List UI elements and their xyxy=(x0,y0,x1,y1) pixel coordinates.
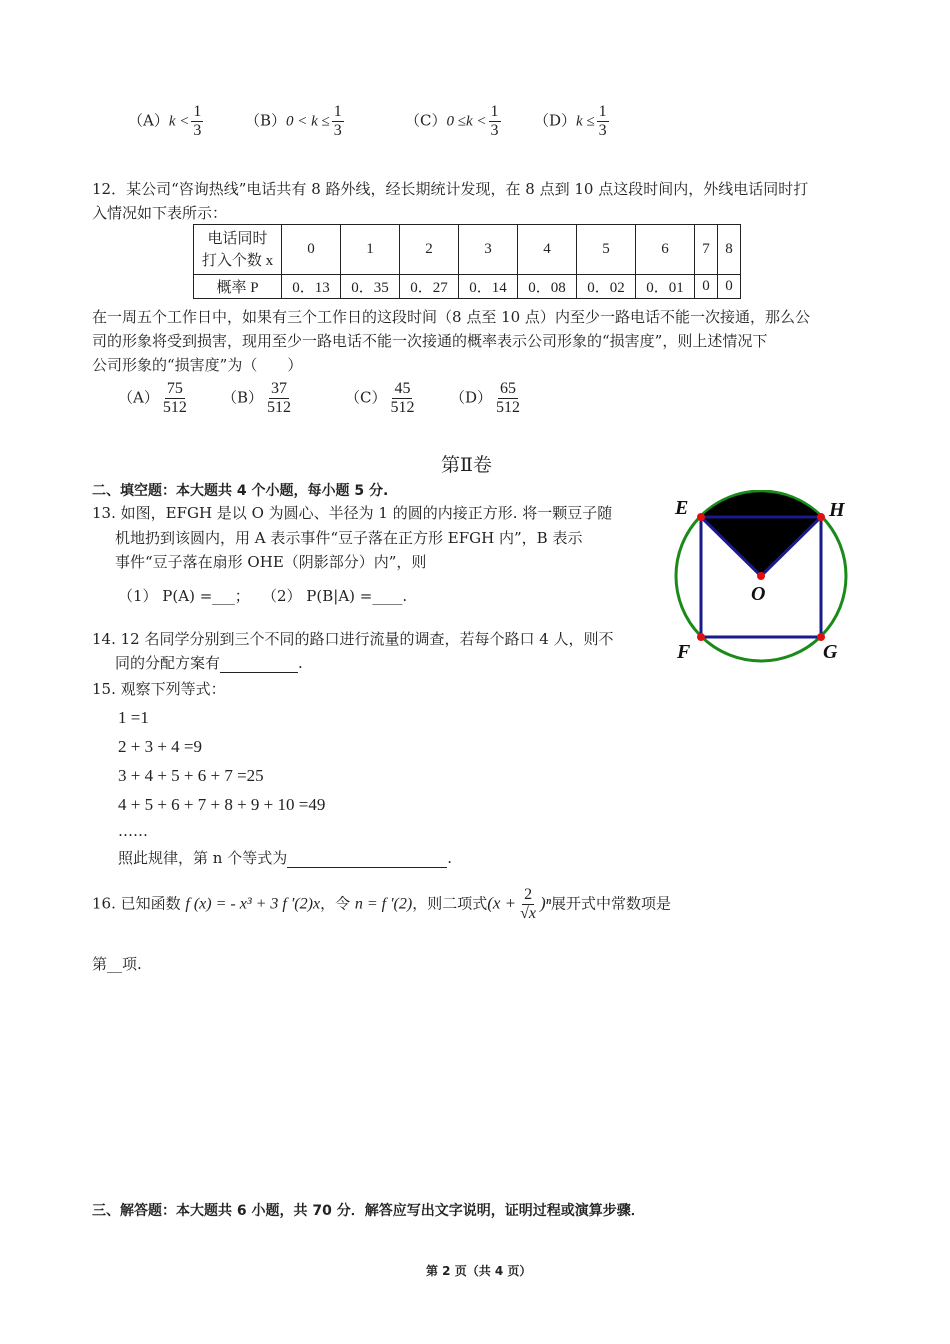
p-cell: 0．08 xyxy=(518,275,577,299)
q12-line2: 入情况如下表所示： xyxy=(92,204,228,222)
table-row-x xyxy=(194,225,741,275)
circle-square-figure xyxy=(665,490,865,665)
x-cell: 5 xyxy=(577,225,636,275)
p-cell: 0 xyxy=(718,275,741,299)
q13-line2: 机地扔到该圆内，用 A 表示事件“豆子落在正方形 EFGH 内”，B 表示 xyxy=(115,529,583,547)
x-cell: 6 xyxy=(636,225,695,275)
q11-option-c: （C）0 ≤k < $\frac{1}{3}$ xyxy=(405,103,499,139)
row-label-cell: 概率 P xyxy=(194,275,282,299)
p-cell: 0 xyxy=(695,275,718,299)
p-cell: 0．02 xyxy=(577,275,636,299)
q15-eq2: 2 + 3 + 4 =9 xyxy=(118,737,203,756)
q12-option-c: （C） $\frac{45}{512}$ xyxy=(345,380,415,416)
q12-text3: 公司形象的“损害度”为（ ） xyxy=(92,356,303,374)
x-cell: 7 xyxy=(695,225,718,275)
q11-option-b: （B）0 < k ≤ $\frac{1}{3}$ xyxy=(245,103,342,139)
section3-heading: 三、解答题：本大题共 6 小题，共 70 分．解答应写出文字说明，证明过程或演算步骤． xyxy=(92,1203,645,1219)
label-f: F xyxy=(677,641,691,663)
q12-option-b: （B） $\frac{37}{512}$ xyxy=(222,380,292,416)
point-e xyxy=(697,513,705,521)
x-cell: 2 xyxy=(400,225,459,275)
x-cell: 8 xyxy=(718,225,741,275)
label-e: E xyxy=(675,497,689,519)
q14-line1: 14. 12 名同学分别到三个不同的路口进行流量的调查，若每个路口 4 人，则不 xyxy=(92,630,614,648)
q16-line1: 16. 已知函数 f (x) = - x³ + 3 f '(2)x，令 n = f '(2)，则二项式(x + $\frac{2}{√x}$ )ⁿ展开式中常数项是 xyxy=(92,886,672,922)
q13-part1: （1） P(A) =___； xyxy=(118,587,250,605)
p-cell: 0．14 xyxy=(459,275,518,299)
q15-ask: 照此规律，第 n 个等式为 . xyxy=(118,849,452,867)
q15-eq1: 1 =1 xyxy=(118,708,149,727)
page-footer: 第 2 页（共 4 页） xyxy=(426,1264,532,1278)
label-g: G xyxy=(823,641,838,663)
q15-intro: 15. 观察下列等式： xyxy=(92,680,226,698)
p-cell: 0．13 xyxy=(282,275,341,299)
q11-option-a: （A）k < $\frac{1}{3}$ xyxy=(128,103,202,139)
q15-answer-blank xyxy=(287,849,447,868)
q16-n-definition: n = f '(2) xyxy=(354,895,413,913)
x-cell: 3 xyxy=(459,225,518,275)
p-cell: 0．35 xyxy=(341,275,400,299)
label-o: O xyxy=(751,583,766,605)
q12-line1: 12．某公司“咨询热线”电话共有 8 路外线，经长期统计发现，在 8 点到 10 点这段时间内，外线电话同时打 xyxy=(92,180,809,198)
section2-heading: 二、填空题：本大题共 4 个小题，每小题 5 分. xyxy=(92,483,389,499)
q14-line2: 同的分配方案有 . xyxy=(115,654,303,672)
q16-function: f (x) = - x³ + 3 f '(2)x xyxy=(185,895,321,913)
q15-eq4: 4 + 5 + 6 + 7 + 8 + 9 + 10 =49 xyxy=(118,795,326,814)
x-cell: 0 xyxy=(282,225,341,275)
q13-line3: 事件“豆子落在扇形 OHE（阴影部分）内”，则 xyxy=(115,553,427,571)
q16-line2: 第__项. xyxy=(92,955,142,973)
q14-answer-blank xyxy=(220,654,298,673)
q12-option-d: （D） $\frac{65}{512}$ xyxy=(450,380,521,416)
x-cell: 4 xyxy=(518,225,577,275)
header-cell: 电话同时 打入个数 x xyxy=(194,225,282,275)
point-g xyxy=(817,633,825,641)
q15-eq3: 3 + 4 + 5 + 6 + 7 =25 xyxy=(118,766,264,785)
q15-dots: …… xyxy=(118,822,148,840)
point-f xyxy=(697,633,705,641)
q11-option-d: （D）k ≤ $\frac{1}{3}$ xyxy=(534,103,607,139)
q12-text2: 司的形象将受到损害，现用至少一路电话不能一次接通的概率表示公司形象的“损害度”，则上述情况下 xyxy=(92,332,768,350)
point-h xyxy=(817,513,825,521)
point-o xyxy=(757,572,765,580)
probability-table xyxy=(193,224,741,299)
q12-text1: 在一周五个工作日中，如果有三个工作日的这段时间（8 点至 10 点）内至少一路电话不能一次接通，那么公 xyxy=(92,308,810,326)
section2-title: 第Ⅱ卷 xyxy=(441,454,492,476)
p-cell: 0．27 xyxy=(400,275,459,299)
label-h: H xyxy=(829,499,845,521)
q12-option-a: （A） $\frac{75}{512}$ xyxy=(118,380,187,416)
x-cell: 1 xyxy=(341,225,400,275)
q13-part2: （2） P(B|A) =____. xyxy=(262,587,408,605)
table-row-p xyxy=(194,275,741,299)
p-cell: 0．01 xyxy=(636,275,695,299)
q13-line1: 13. 如图，EFGH 是以 O 为圆心、半径为 1 的圆的内接正方形. 将一颗豆子随 xyxy=(92,504,613,522)
